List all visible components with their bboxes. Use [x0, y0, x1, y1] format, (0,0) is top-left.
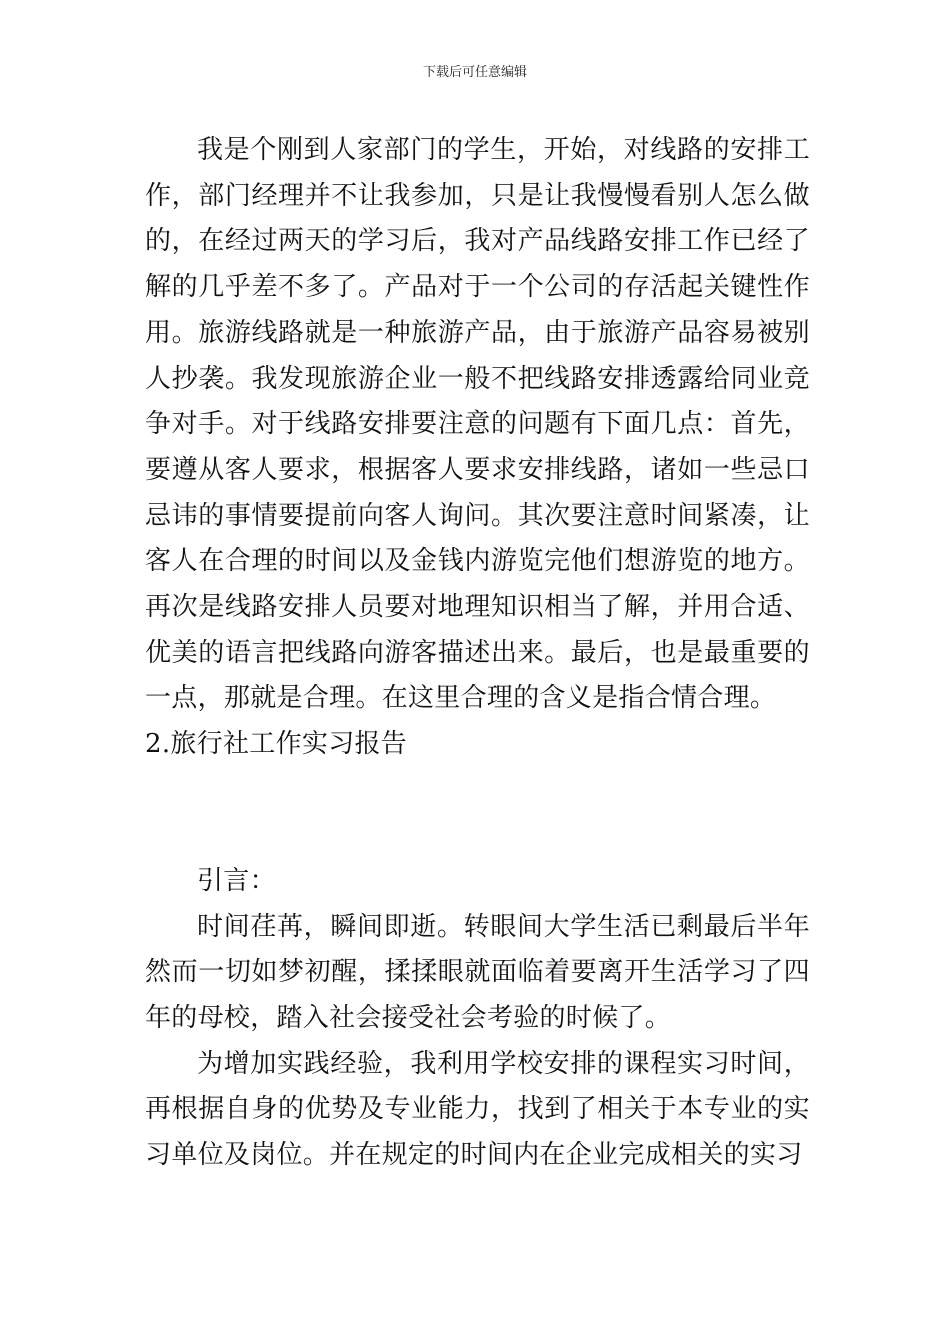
paragraph-route-planning: 我是个刚到人家部门的学生，开始，对线路的安排工作，部门经理并不让我参加，只是让我慢慢看别人怎么做的，在经过两天的学习后，我对产品线路安排工作已经了解的几乎差不多了。产品对于一个公司的存活起关键性作用。旅游线路就是一种旅游产品，由于旅游产品容易被别人抄袭。我发现旅游企业一般不把线路安排透露给同业竞争对手。对于线路安排要注意的问题有下面几点：首先，要遵从客人要求，根据客人要求安排线路，诸如一些忌口忌讳的事情要提前向客人询问。其次要注意时间紧凑，让客人在合理的时间以及金钱内游览完他们想游览的地方。再次是线路安排人员要对地理知识相当了解，并用合适、优美的语言把线路向游客描述出来。最后，也是最重要的一点，那就是合理。在这里合理的含义是指合情合理。 [145, 135, 810, 714]
blank-space [145, 768, 810, 859]
section-heading: 2.旅行社工作实习报告 [145, 729, 408, 760]
paragraph-introduction: 时间荏苒，瞬间即逝。转眼间大学生活已剩最后半年然而一切如梦初醒，揉揉眼就面临着要离开生活学习了四年的母校，踏入社会接受社会考验的时候了。 [145, 911, 810, 1033]
intro-label: 引言： [197, 865, 276, 896]
document-body [145, 128, 810, 1179]
paragraph-practice: 为增加实践经验，我利用学校安排的课程实习时间，再根据自身的优势及专业能力，找到了相关于本专业的实习单位及岗位。并在规定的时间内在企业完成相关的实习 [145, 1048, 810, 1171]
page-header: 下载后可任意编辑 [422, 65, 527, 80]
